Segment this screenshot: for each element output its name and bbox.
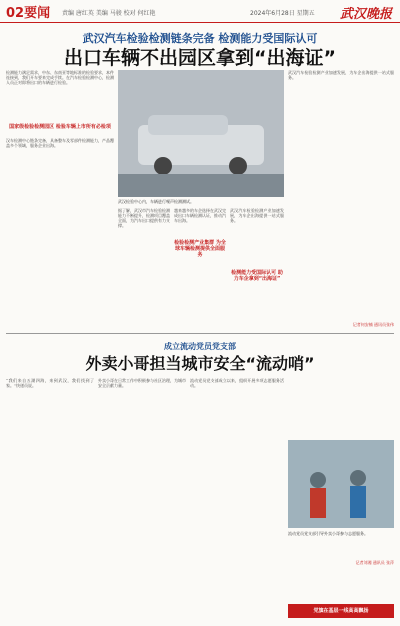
page-header — [0, 0, 400, 23]
story2-photo-caption: 流动党员党支部引导外卖小哥参与志愿服务。 — [288, 531, 368, 536]
story1-subhead3: 检测能力受国际认可 助力车企拿到“出海证” — [231, 270, 283, 282]
date-line: 2024年6月28日 星期五 — [250, 10, 315, 17]
story2-col1: “我们来自五湖四海，来到武汉，我们找到了家。”快递员说。 — [6, 378, 94, 388]
story1-col1b: 汉车检测中心链条完备，具备整车及零部件检测能力，产品覆盖多个领域，服务企业出海。 — [6, 138, 114, 148]
story1-col5: 武汉汽车检验检测产业加速发展，为车企出海提供一站式服务。 — [288, 70, 394, 80]
party-banner: 党旗在基层一线高高飘扬 — [288, 604, 394, 618]
story2-reporter: 记者刘湘 通讯员 张萍 — [355, 560, 394, 565]
story2-col2: 外卖小哥在日常工作中积极参与社区治理，为城市安全贡献力量。 — [98, 378, 186, 388]
story1-photo — [118, 70, 284, 197]
newspaper-logo: 武汉晚报 — [339, 7, 392, 22]
story1-subhead2: 检验检测产业集群 为全球车辆检测提供全面服务 — [174, 240, 226, 258]
story1-kicker: 武汉汽车检验检测链条完备 检测能力受国际认可 — [82, 32, 318, 45]
story2-kicker: 成立流动党员党支部 — [164, 342, 236, 351]
story2-photo — [288, 440, 394, 528]
story1-col2: 据了解，武汉市汽车检验检测能力不断提升，检测项目覆盖全面，为汽车出口提供有力支撑。 — [118, 208, 170, 228]
story1-photo-caption: 武汉检验中心内，车辆进行噪声检测测试。 — [118, 199, 194, 204]
story1-col1: 检测能力满足需求，中东、东南亚等地标准的检验要求，本件连接到，我们开车要来完成手续。在汽车检验检测中心，检测人员正对即将出口的车辆进行检验。 — [6, 70, 114, 85]
editors-line: 责编 唐红英 美编 马骏 校对 何红艳 — [62, 10, 156, 17]
story1-col4: 武汉汽车检验检测产业加速发展，为车企出海提供一站式服务。 — [230, 208, 284, 223]
page-number: 02要闻 — [6, 6, 51, 21]
story1-col3: 越来越多的车企选择在武汉完成出口车辆检测认证，推动汽车出海。 — [174, 208, 226, 223]
story2-col3: 流动党员党支部成立以来，组织开展多项志愿服务活动。 — [190, 378, 284, 388]
story2-headline: 外卖小哥担当城市安全“流动哨” — [85, 354, 315, 373]
story1-headline: 出口车辆不出园区拿到“出海证” — [64, 47, 336, 69]
story1-reporter: 记者何安楠 通讯员张伟 — [352, 322, 394, 327]
story1-subhead1: 国家级检验检测园区 检验车辆上市所有必检项 — [9, 124, 111, 130]
section-divider — [6, 333, 394, 334]
